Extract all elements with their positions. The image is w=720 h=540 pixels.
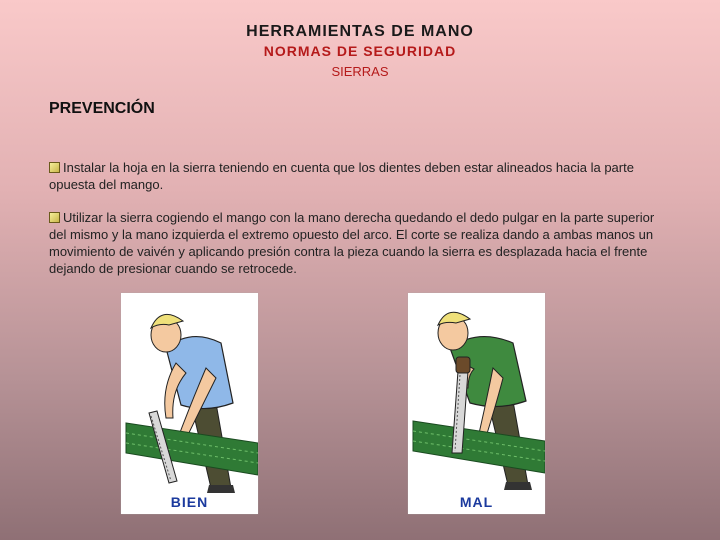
illustration-correct xyxy=(121,293,258,514)
checkbox-bullet-icon xyxy=(49,212,60,223)
sawing-man-incorrect-image xyxy=(408,293,545,514)
illustration-incorrect xyxy=(408,293,545,514)
paragraph-1 xyxy=(49,159,659,193)
section-heading: PREVENCIÓN xyxy=(49,100,155,117)
paragraph-2-text: Utilizar la sierra cogiendo el mango con la mano derecha quedando el dedo pulgar en la parte superior del mismo y la mano izquierda el extremo opuesto del arco. El corte se realiza dando a ambas manos un movimiento de vaivén y aplicando presión contra la pieza cuando la sierra es desplazada hacia el frente dejando de presionar cuando se retrocede. xyxy=(49,210,655,276)
page-title: HERRAMIENTAS DE MANO xyxy=(246,23,474,40)
paragraph-2 xyxy=(49,209,659,277)
caption-incorrect: MAL xyxy=(459,494,494,510)
sawing-man-correct-image xyxy=(121,293,258,514)
caption-correct: BIEN xyxy=(170,494,209,510)
page-subtitle: NORMAS DE SEGURIDAD xyxy=(263,43,457,59)
topic-label: SIERRAS xyxy=(331,64,389,79)
checkbox-bullet-icon xyxy=(49,162,60,173)
paragraph-1-text: Instalar la hoja en la sierra teniendo en cuenta que los dientes deben estar alineados hacia la parte opuesta del mango. xyxy=(49,160,634,192)
